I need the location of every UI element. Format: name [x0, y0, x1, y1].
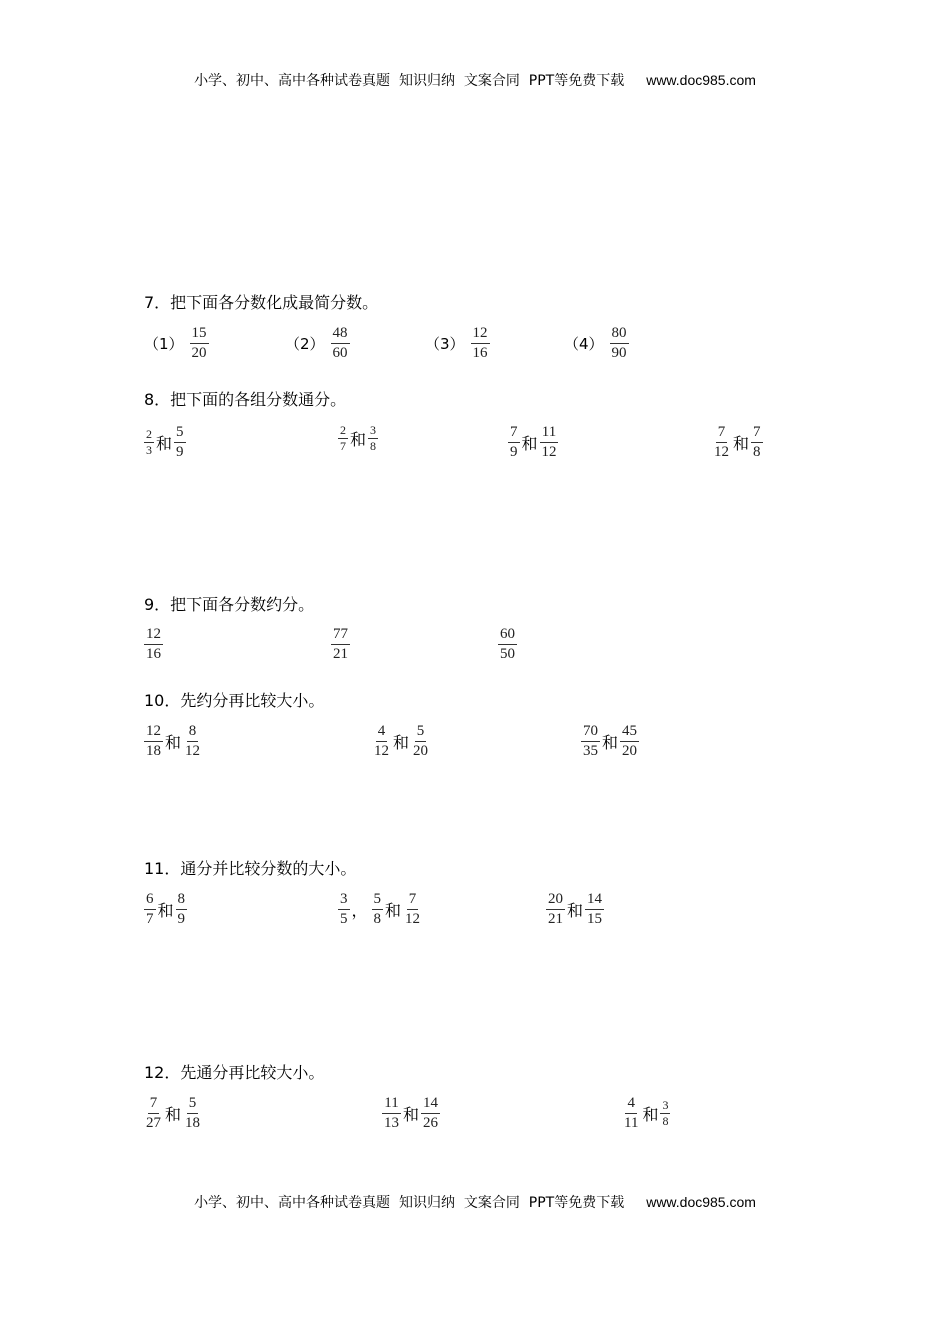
fraction [176, 891, 188, 928]
q8-pair [338, 424, 378, 453]
q9-title: 9．把下面各分数约分。 [144, 595, 315, 614]
connector: 和 [393, 733, 410, 752]
q11-pair [546, 891, 604, 928]
numerator: 80 [610, 325, 629, 344]
numerator: 7 [751, 424, 763, 443]
fraction [174, 424, 186, 461]
denominator: 21 [333, 646, 348, 662]
q7-item-label: （3） [425, 335, 465, 353]
numerator: 15 [190, 325, 209, 344]
numerator: 4 [376, 723, 388, 742]
denominator: 18 [185, 1115, 201, 1131]
q8-pair [712, 424, 763, 461]
connector: 和 [385, 901, 402, 920]
denominator: 18 [146, 743, 161, 759]
connector: 和 [567, 901, 584, 920]
denominator: 50 [500, 646, 515, 662]
footer-site: www.doc985.com [646, 1194, 756, 1210]
q8-pair [144, 424, 186, 461]
q10-pair [372, 723, 430, 760]
denominator: 12 [541, 444, 557, 460]
denominator: 8 [662, 1114, 669, 1128]
q12-pair [144, 1095, 202, 1132]
numerator: 2 [146, 427, 152, 441]
denominator: 12 [714, 444, 729, 460]
q11-title: 11．通分并比较分数的大小。 [144, 859, 357, 878]
q7-item-label: （2） [285, 335, 325, 353]
denominator: 7 [340, 439, 346, 453]
denominator: 8 [373, 911, 382, 927]
q9-item [498, 626, 517, 663]
denominator: 8 [753, 444, 761, 460]
numerator: 20 [546, 891, 565, 910]
fraction [660, 1099, 670, 1128]
denominator: 12 [405, 911, 421, 927]
denominator: 60 [332, 345, 348, 361]
q7-item [285, 325, 350, 362]
q10-title: 10．先约分再比较大小。 [144, 691, 325, 710]
numerator: 5 [187, 1095, 199, 1114]
fraction [338, 891, 350, 928]
fraction [540, 424, 559, 461]
connector: 和 [165, 733, 182, 752]
q7-item-label: （1） [144, 335, 184, 353]
fraction [372, 891, 384, 928]
fraction [471, 325, 490, 362]
denominator: 7 [146, 911, 154, 927]
connector: 和 [350, 430, 367, 449]
fraction [144, 1095, 163, 1132]
q9-item [331, 626, 350, 663]
denominator: 9 [177, 911, 186, 927]
denominator: 15 [587, 911, 603, 927]
fraction [368, 424, 378, 453]
q8-pair [508, 424, 559, 461]
connector: 和 [157, 901, 174, 920]
q10-pair [581, 723, 639, 760]
fraction [190, 325, 209, 362]
q12-pair [622, 1095, 670, 1132]
numerator: 8 [176, 891, 188, 910]
numerator: 12 [144, 626, 163, 645]
numerator: 5 [174, 424, 186, 443]
q11-triple [338, 891, 422, 928]
denominator: 16 [146, 646, 161, 662]
fraction [751, 424, 763, 461]
fraction [144, 626, 163, 663]
denominator: 11 [624, 1115, 639, 1131]
page-header [0, 70, 950, 90]
fraction [610, 325, 629, 362]
q11-pair [144, 891, 187, 928]
numerator: 8 [187, 723, 199, 742]
q12-title: 12．先通分再比较大小。 [144, 1063, 325, 1082]
fraction [331, 626, 350, 663]
denominator: 9 [176, 444, 184, 460]
denominator: 27 [146, 1115, 161, 1131]
denominator: 20 [413, 743, 429, 759]
q8-title: 8．把下面的各组分数通分。 [144, 390, 347, 409]
connector: 和 [733, 434, 750, 453]
fraction [585, 891, 604, 928]
connector: 和 [642, 1105, 659, 1124]
denominator: 26 [423, 1115, 439, 1131]
q7-item [564, 325, 629, 362]
numerator: 3 [338, 891, 350, 910]
numerator: 4 [625, 1095, 637, 1114]
q7-item [425, 325, 490, 362]
numerator: 7 [508, 424, 520, 443]
denominator: 12 [185, 743, 201, 759]
fraction [421, 1095, 440, 1132]
denominator: 8 [370, 439, 377, 453]
connector: 和 [521, 434, 538, 453]
denominator: 5 [340, 911, 348, 927]
fraction [382, 1095, 401, 1132]
numerator: 11 [382, 1095, 400, 1114]
numerator: 14 [585, 891, 604, 910]
denominator: 16 [472, 345, 488, 361]
connector: 和 [403, 1105, 420, 1124]
fraction [620, 723, 639, 760]
numerator: 60 [498, 626, 517, 645]
fraction [403, 891, 422, 928]
comma: ， [351, 901, 368, 920]
denominator: 20 [622, 743, 638, 759]
page-footer [0, 1192, 950, 1212]
fraction [372, 723, 391, 760]
q9-item [144, 626, 163, 663]
numerator: 12 [144, 723, 163, 742]
denominator: 12 [374, 743, 389, 759]
q12-pair [382, 1095, 440, 1132]
numerator: 3 [370, 423, 377, 437]
numerator: 12 [471, 325, 490, 344]
fraction [498, 626, 517, 663]
q7-item-label: （4） [564, 335, 604, 353]
fraction [331, 325, 350, 362]
numerator: 14 [421, 1095, 440, 1114]
fraction [183, 1095, 202, 1132]
denominator: 21 [548, 911, 563, 927]
footer-text: 小学、初中、高中各种试卷真题 知识归纳 文案合同 PPT等免费下载 [194, 1195, 625, 1211]
denominator: 3 [146, 443, 152, 457]
numerator: 2 [340, 423, 346, 437]
denominator: 13 [384, 1115, 399, 1131]
denominator: 35 [583, 743, 598, 759]
fraction [712, 424, 731, 461]
numerator: 77 [331, 626, 350, 645]
numerator: 3 [662, 1098, 669, 1112]
denominator: 90 [611, 345, 627, 361]
numerator: 7 [716, 424, 728, 443]
fraction [546, 891, 565, 928]
fraction [411, 723, 430, 760]
fraction [144, 428, 154, 457]
connector: 和 [165, 1105, 182, 1124]
denominator: 20 [191, 345, 207, 361]
fraction [622, 1095, 640, 1132]
numerator: 5 [372, 891, 384, 910]
q7-item [144, 325, 209, 362]
q10-pair [144, 723, 202, 760]
numerator: 45 [620, 723, 639, 742]
connector: 和 [602, 733, 619, 752]
numerator: 6 [144, 891, 156, 910]
fraction [144, 891, 156, 928]
denominator: 9 [510, 444, 518, 460]
fraction [183, 723, 202, 760]
header-text: 小学、初中、高中各种试卷真题 知识归纳 文案合同 PPT等免费下载 [194, 73, 625, 89]
fraction [144, 723, 163, 760]
numerator: 70 [581, 723, 600, 742]
numerator: 7 [407, 891, 419, 910]
fraction [508, 424, 520, 461]
numerator: 11 [540, 424, 558, 443]
header-site: www.doc985.com [646, 72, 756, 88]
numerator: 5 [415, 723, 427, 742]
fraction [581, 723, 600, 760]
connector: 和 [156, 434, 173, 453]
fraction [338, 424, 348, 453]
numerator: 48 [331, 325, 350, 344]
numerator: 7 [148, 1095, 160, 1114]
q7-title: 7．把下面各分数化成最简分数。 [144, 293, 379, 312]
